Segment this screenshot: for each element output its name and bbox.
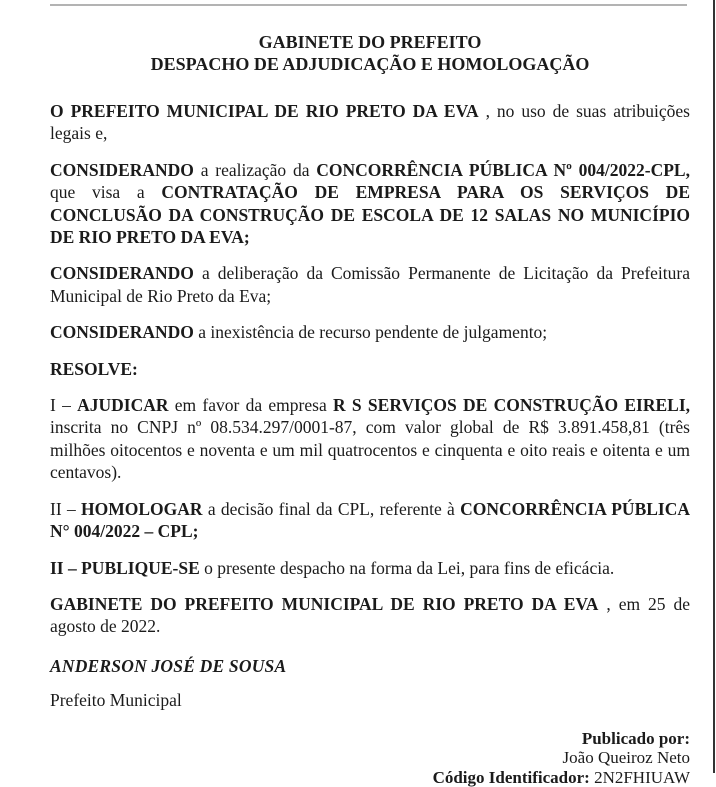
paragraph-considerando-2: CONSIDERANDO a deliberação da Comissão Permanente de Licitação da Prefeitura Municipal de Rio Preto da Eva; — [50, 263, 690, 306]
publication-footer — [50, 729, 690, 787]
signature-title: Prefeito Municipal — [50, 689, 182, 710]
title-line-2: DESPACHO DE ADJUDICAÇÃO E HOMOLOGAÇÃO — [150, 54, 590, 74]
paragraph-item-3: II – PUBLIQUE-SE o presente despacho na forma da Lei, para fins de eficácia. — [50, 557, 615, 578]
document-title — [50, 31, 690, 75]
top-divider — [50, 4, 687, 6]
signature-name: ANDERSON JOSÉ DE SOUSA — [50, 655, 287, 676]
page-right-edge — [713, 0, 715, 773]
paragraph-opening: O PREFEITO MUNICIPAL DE RIO PRETO DA EVA , no uso de suas atribuições legais e, — [50, 101, 690, 144]
paragraph-resolve: RESOLVE: — [50, 358, 138, 379]
title-line-1: GABINETE DO PREFEITO — [258, 32, 482, 52]
identifier-label: Código Identificador: — [432, 767, 590, 787]
published-by-label: Publicado por: — [581, 728, 690, 748]
paragraph-considerando-3: CONSIDERANDO a inexistência de recurso pendente de julgamento; — [50, 322, 548, 343]
identifier-line — [50, 768, 690, 787]
paragraph-considerando-1: CONSIDERANDO a realização da CONCORRÊNCIA PÚBLICA Nº 004/2022-CPL, que visa a CONTRATAÇÃO DE EMPRESA PARA OS SERVIÇOS DE CONCLUSÃO DA CONSTRUÇÃO DE ESCOLA DE 12 SALAS NO MUNICÍPIO DE RIO PRETO DA EVA; — [50, 159, 690, 248]
identifier-value: 2N2FHIUAW — [594, 767, 690, 787]
document-body — [50, 100, 690, 638]
signature-block — [50, 656, 690, 711]
paragraph-item-2: II – HOMOLOGAR a decisão final da CPL, referente à CONCORRÊNCIA PÚBLICA N° 004/2022 – CPL; — [50, 498, 691, 542]
document-content — [50, 31, 690, 787]
published-by-name: João Queiroz Neto — [562, 748, 690, 768]
paragraph-closing: GABINETE DO PREFEITO MUNICIPAL DE RIO PRETO DA EVA , em 25 de agosto de 2022. — [50, 593, 690, 637]
paragraph-item-1: I – AJUDICAR em favor da empresa R S SERVIÇOS DE CONSTRUÇÃO EIRELI, inscrita no CNPJ nº 08.534.297/0001-87, com valor global de R$ 3.891.458,81 (três milhões oitocentos e noventa e um mil quatrocentos e cinquenta e oito reais e oitenta e um centavos). — [50, 395, 691, 483]
